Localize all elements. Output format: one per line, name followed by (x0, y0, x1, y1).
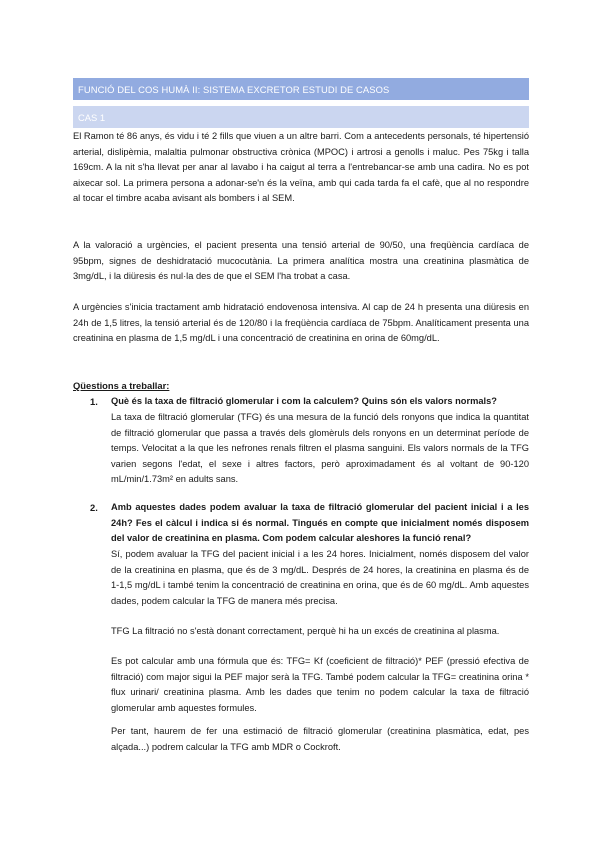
case-paragraph-1: El Ramon té 86 anys, és vidu i té 2 fills que viuen a un altre barri. Com a antecedents personals, té hipertensió arterial, dislipèmia, malaltia pulmonar obstructiva crònica (MPOC) i artrosi a genolls i maluc. Pes 75kg i talla 169cm. A la nit s'ha llevat per anar al lavabo i ha caigut al terra a l'entrebancar-se amb una cadira. No es pot aixecar sol. La primera persona a adonar-se'n és la veïna, amb qui cada tarda fa el cafè, que al no respondre al tocar el timbre acaba avisant als bombers i al SEM. (73, 131, 529, 204)
case-label: CAS 1 (78, 111, 106, 123)
question-2-answer-4: Per tant, haurem de fer una estimació de filtració glomerular (creatinina plasmàtica, edat, pes alçada...) podrem calcular la TFG amb MDR o Cockroft. (111, 726, 529, 752)
case-paragraph-2: A la valoració a urgències, el pacient presenta una tensió arterial de 90/50, una freqüència cardíaca de 95bpm, signes de deshidratació mucocutània. La primera analítica mostra una creatinina plasmàtica de 3mg/dL, i la diüresis és nul·la des de que el SEM l'ha trobat a casa. (73, 240, 529, 282)
case-paragraph-3: A urgències s'inicia tractament amb hidratació endovenosa intensiva. Al cap de 24 h presenta una diüresis en 24h de 1,5 litres, la tensió arterial és de 120/80 i la freqüència cardíaca de 75bpm. Analíticament presenta una creatinina en plasma de 1,5 mg/dL i una concentració de creatinina en orina de 60mg/dL. (73, 302, 529, 344)
question-1-answer: La taxa de filtració glomerular (TFG) és una mesura de la funció dels ronyons que indica la quantitat de filtració glomerular que passa a través dels glomèruls dels ronyons en un determinat període de temps. Velocitat a la que les nefrones renals filtren el plasma sanguini. Els valors normals de la TFG varien segons l'edat, el sexe i altres factors, però aproximadament és al voltant de 90-120 mL/min/1.73m² en adults sans. (111, 412, 529, 485)
question-2-number: 2. (90, 502, 98, 513)
question-2-answer-3: Es pot calcular amb una fórmula que és: TFG= Kf (coeficient de filtració)* PEF (pressió efectiva de filtració) com major sigui la PEF major serà la TFG. També podem calcular la TFG= creatinina orina * flux urinari/ creatinina plasma. Amb les dades que tenim no podem calcular la taxa de filtració glomerular amb aquestes formules. (111, 656, 529, 713)
question-2-answer-1: Sí, podem avaluar la TFG del pacient inicial i a les 24 hores. Inicialment, només disposem del valor de la creatinina en plasma, que és de 3 mg/dL. Després de 24 hores, la creatinina en plasma és de 1-1,5 mg/dL i també tenim la concentració de creatinina en orina, que és de 60 mg/dL. Amb aquestes dades, podem calcular la TFG de manera més precisa. (111, 549, 529, 606)
questions-heading: Qüestions a treballar: (73, 380, 170, 391)
question-2-title: Amb aquestes dades podem avaluar la taxa de filtració glomerular del pacient inicial i a les 24h? Fes el càlcul i indica si és normal. Tingués en compte que inicialment només disposem del valor de creatinina en plasma. Com podem calcular aleshores la funció renal? (111, 502, 529, 544)
case-label-bar (73, 106, 529, 128)
question-1-number: 1. (90, 396, 98, 407)
question-1-title: Què és la taxa de filtració glomerular i com la calculem? Quins són els valors normals? (111, 396, 497, 406)
question-2-answer-2: TFG La filtració no s'està donant correctament, perquè hi ha un excés de creatinina al plasma. (111, 626, 500, 636)
document-title: FUNCIÓ DEL COS HUMÀ II: SISTEMA EXCRETOR ESTUDI DE CASOS (78, 83, 390, 95)
document-title-bar (73, 78, 529, 100)
